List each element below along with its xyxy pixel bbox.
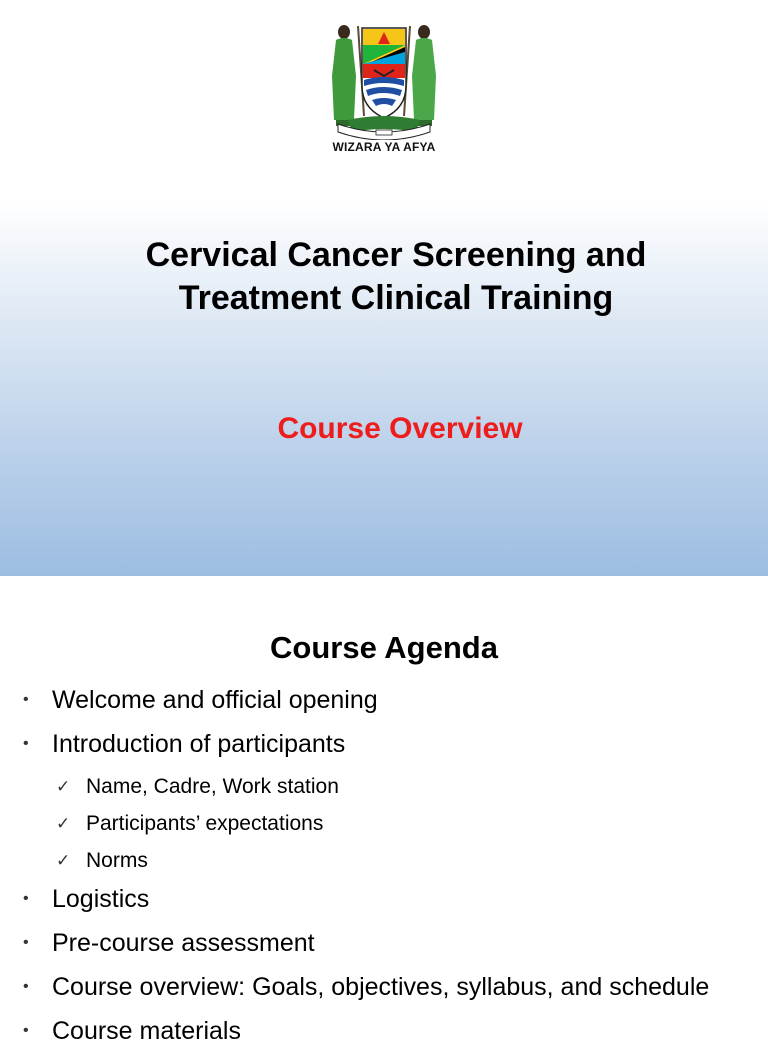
agenda-item xyxy=(0,925,768,969)
bullet-icon: • xyxy=(23,735,29,752)
agenda-item xyxy=(0,726,768,770)
agenda-item xyxy=(0,1013,768,1057)
agenda-sub-item xyxy=(0,770,768,807)
bullet-icon: • xyxy=(23,691,29,708)
agenda-sub-item xyxy=(0,807,768,844)
agenda-sub-item xyxy=(0,844,768,881)
slide-title xyxy=(40,234,752,320)
agenda-item-label: Pre-course assessment xyxy=(52,929,315,957)
bullet-icon: • xyxy=(23,890,29,907)
agenda-item-label: Welcome and official opening xyxy=(52,686,378,714)
agenda-slide xyxy=(0,578,768,1045)
agenda-item-label: Introduction of participants xyxy=(52,730,346,758)
slide-title-line-2: Treatment Clinical Training xyxy=(178,279,614,317)
coat-of-arms-emblem xyxy=(318,16,450,156)
slide-subtitle: Course Overview xyxy=(277,412,523,445)
agenda-sub-item-label: Name, Cadre, Work station xyxy=(86,775,339,798)
agenda-sub-item-label: Norms xyxy=(86,849,148,872)
agenda-item xyxy=(0,969,768,1013)
check-icon: ✓ xyxy=(56,814,71,833)
agenda-list xyxy=(0,682,768,1057)
agenda-item-label: Logistics xyxy=(52,885,150,913)
agenda-item xyxy=(0,682,768,726)
agenda-item xyxy=(0,881,768,925)
bullet-icon: • xyxy=(23,978,29,995)
emblem-caption: WIZARA YA AFYA xyxy=(332,140,436,154)
slide-title-line-1: Cervical Cancer Screening and xyxy=(145,236,647,274)
coat-of-arms-icon xyxy=(318,16,450,140)
bullet-icon: • xyxy=(23,934,29,951)
agenda-item-label: Course overview: Goals, objectives, syllabus, and schedule xyxy=(52,973,710,1001)
agenda-item-label: Course materials xyxy=(52,1017,241,1045)
agenda-sub-item-label: Participants’ expectations xyxy=(86,812,324,835)
check-icon: ✓ xyxy=(56,777,71,796)
bullet-icon: • xyxy=(23,1022,29,1039)
check-icon: ✓ xyxy=(56,851,71,870)
agenda-title: Course Agenda xyxy=(270,630,498,665)
